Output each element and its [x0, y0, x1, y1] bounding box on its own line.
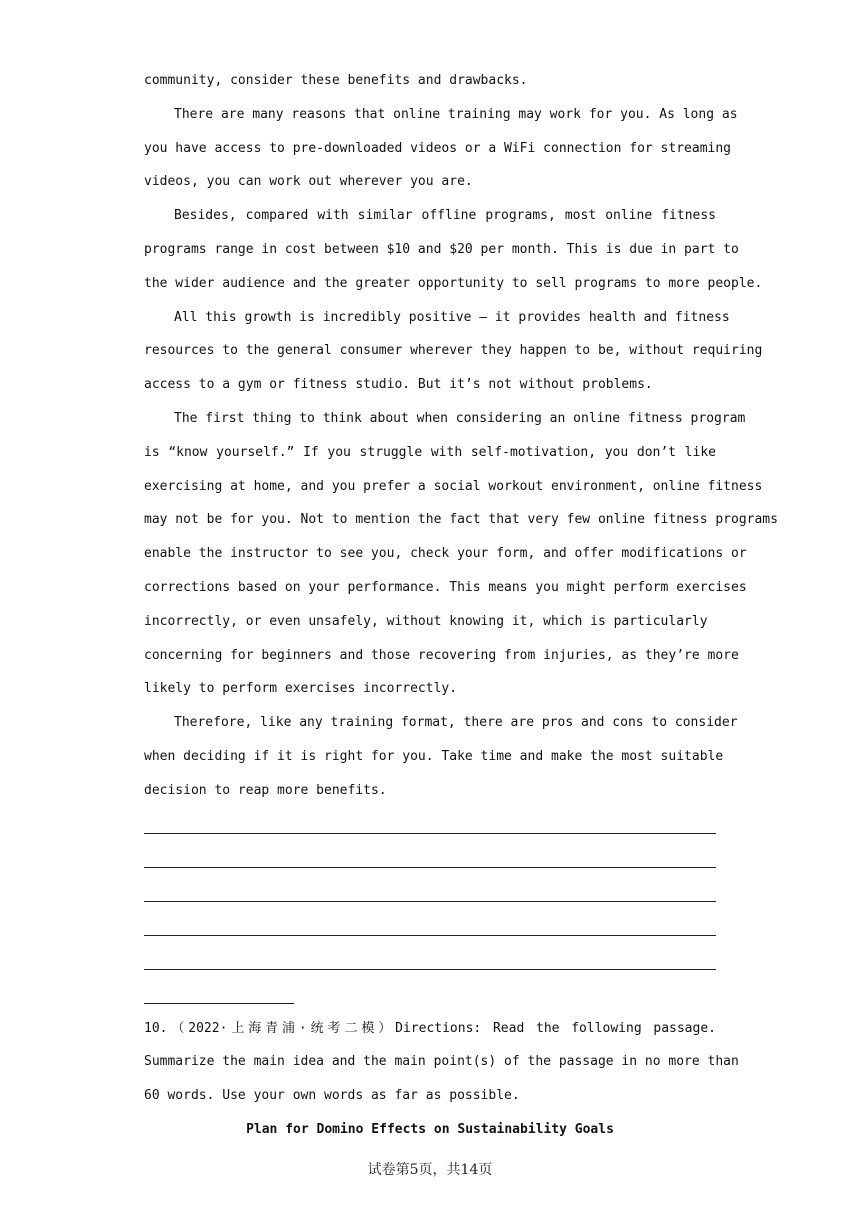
- paragraph-5: [144, 706, 738, 807]
- text-line: decision to reap more benefits.: [144, 782, 387, 798]
- paragraph-0: [144, 64, 716, 98]
- paragraph-2: [144, 199, 763, 300]
- text-line: likely to perform exercises incorrectly.: [144, 681, 458, 697]
- question-text: 60 words. Use your own words as far as possible.: [144, 1088, 520, 1104]
- text-line: enable the instructor to see you, check your form, and offer modifications or: [144, 546, 747, 562]
- text-line: may not be for you. Not to mention the fact that very few online fitness programs: [144, 512, 778, 528]
- question-text: Summarize the main idea and the main point(s) of the passage in no more than: [144, 1054, 739, 1070]
- text-line: programs range in cost between $10 and $20 per month. This is due in part to: [144, 241, 739, 257]
- paragraph-4: [144, 402, 778, 706]
- answer-line[interactable]: [144, 910, 716, 944]
- question-10: [144, 1012, 739, 1147]
- page-footer: 试卷第5页，共14页: [367, 1162, 493, 1178]
- text-line: is “know yourself.” If you struggle with self-motivation, you don’t like: [144, 444, 716, 460]
- text-line: exercising at home, and you prefer a social workout environment, online fitness: [144, 478, 763, 494]
- text-line: videos, you can work out wherever you are.: [144, 174, 473, 190]
- text-line: corrections based on your performance. This means you might perform exercises: [144, 579, 747, 595]
- text-line: you have access to pre-downloaded videos or a WiFi connection for streaming: [144, 140, 731, 156]
- text-line: access to a gym or fitness studio. But it’s not without problems.: [144, 377, 653, 393]
- passage-title: Plan for Domino Effects on Sustainability Goals: [246, 1121, 614, 1137]
- text-line: Besides, compared with similar offline programs, most online fitness: [174, 208, 716, 224]
- text-line: resources to the general consumer wherever they happen to be, without requiring: [144, 343, 763, 359]
- paragraph-1: [144, 98, 738, 199]
- answer-line[interactable]: [144, 842, 716, 876]
- question-heading: 10.（2022·上海青浦·统考二模）Directions: Read the following passage.: [144, 1020, 716, 1036]
- text-line: community, consider these benefits and drawbacks.: [144, 73, 528, 88]
- text-line: Therefore, like any training format, there are pros and cons to consider: [174, 715, 738, 731]
- text-line: All this growth is incredibly positive — it provides health and fitness: [174, 309, 730, 325]
- paragraph-3: [144, 301, 763, 402]
- answer-lines[interactable]: [144, 808, 716, 1012]
- answer-line[interactable]: [144, 808, 716, 842]
- answer-line[interactable]: [144, 876, 716, 910]
- answer-line-short[interactable]: [144, 978, 716, 1012]
- text-line: the wider audience and the greater opportunity to sell programs to more people.: [144, 275, 763, 291]
- answer-line[interactable]: [144, 944, 716, 978]
- text-line: There are many reasons that online training may work for you. As long as: [174, 106, 738, 122]
- document-page: [144, 64, 778, 1147]
- text-line: The first thing to think about when considering an online fitness program: [174, 410, 746, 426]
- text-line: concerning for beginners and those recovering from injuries, as they’re more: [144, 647, 739, 663]
- text-line: when deciding if it is right for you. Take time and make the most suitable: [144, 748, 724, 764]
- text-line: incorrectly, or even unsafely, without knowing it, which is particularly: [144, 613, 708, 629]
